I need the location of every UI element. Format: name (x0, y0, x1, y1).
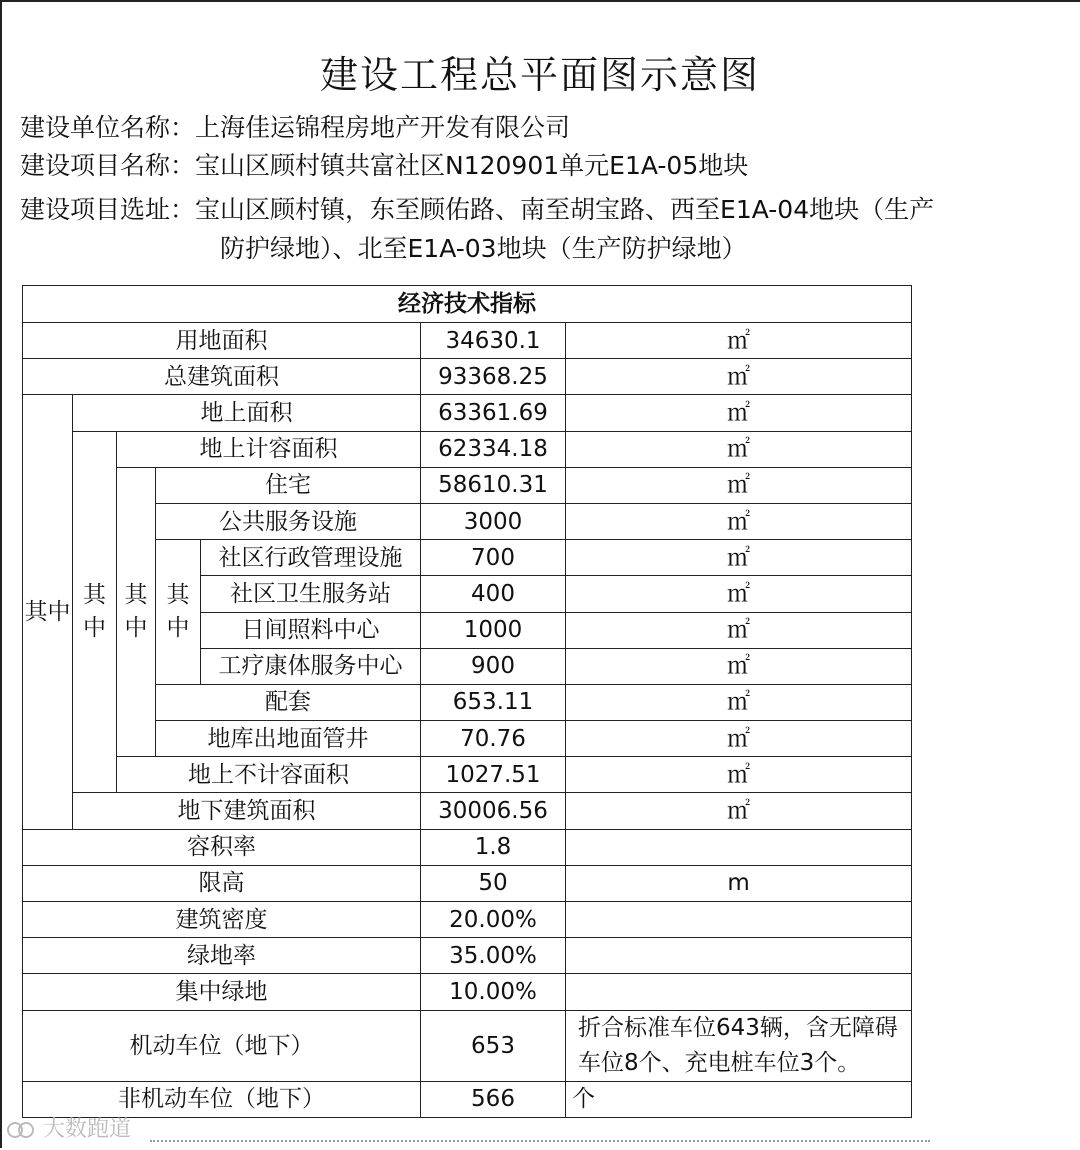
row-unit (566, 974, 912, 1010)
table-row (23, 359, 912, 395)
table-row (23, 974, 912, 1010)
table-row (23, 467, 912, 503)
row-note: 折合标准车位643辆，含无障碍车位8个、充电桩车位3个。 (566, 1010, 912, 1081)
table-header-row (23, 286, 912, 323)
project-line (20, 148, 748, 184)
row-value: 653.11 (421, 684, 566, 720)
table-row (23, 431, 912, 467)
row-unit: ㎡ (566, 684, 912, 720)
row-value: 62334.18 (421, 431, 566, 467)
qizhong-cell-l2: 其中 (73, 431, 117, 793)
row-label: 地上计容面积 (117, 431, 421, 467)
row-value: 1027.51 (421, 757, 566, 793)
row-label: 总建筑面积 (23, 359, 421, 395)
table-row (23, 503, 912, 539)
row-unit: ㎡ (566, 359, 912, 395)
row-value: 34630.1 (421, 323, 566, 359)
unit-value: 上海佳运锦程房地产开发有限公司 (195, 113, 571, 142)
row-value: 10.00% (421, 974, 566, 1010)
table-row (23, 902, 912, 938)
row-unit: ㎡ (566, 648, 912, 684)
row-label: 日间照料中心 (201, 612, 421, 648)
table-row (23, 829, 912, 865)
row-label: 地下建筑面积 (73, 793, 421, 829)
row-unit: ㎡ (566, 721, 912, 757)
table-row (23, 1081, 912, 1117)
row-unit: ㎡ (566, 540, 912, 576)
qizhong-cell-l4: 其中 (156, 540, 201, 685)
row-label: 配套 (156, 684, 421, 720)
row-label: 建筑密度 (23, 902, 421, 938)
watermark (6, 1112, 131, 1143)
qizhong-cell-l3: 其中 (117, 467, 156, 757)
row-label: 住宅 (156, 467, 421, 503)
row-value: 93368.25 (421, 359, 566, 395)
row-value: 1.8 (421, 829, 566, 865)
table-row (23, 721, 912, 757)
site-label: 建设项目选址： (20, 195, 196, 224)
row-unit: ㎡ (566, 576, 912, 612)
qizhong-cell-l1: 其中 (23, 395, 73, 829)
row-value: 900 (421, 648, 566, 684)
row-unit: m (566, 865, 912, 901)
table-row (23, 395, 912, 431)
site-value-line2: 防护绿地）、北至E1A-03地块（生产防护绿地） (220, 234, 747, 263)
row-unit: ㎡ (566, 793, 912, 829)
row-unit: ㎡ (566, 757, 912, 793)
table-row (23, 938, 912, 974)
row-value: 35.00% (421, 938, 566, 974)
table-row (23, 793, 912, 829)
row-value: 58610.31 (421, 467, 566, 503)
row-label: 地上面积 (73, 395, 421, 431)
unit-label: 建设单位名称： (20, 113, 196, 142)
economic-indicators-table (22, 285, 912, 1118)
row-label: 用地面积 (23, 323, 421, 359)
site-value-line1: 宝山区顾村镇，东至顾佑路、南至胡宝路、西至E1A-04地块（生产 (195, 195, 935, 224)
row-value: 653 (421, 1010, 566, 1081)
table-row (23, 1010, 912, 1081)
row-unit: ㎡ (566, 612, 912, 648)
table-row (23, 540, 912, 576)
row-label: 集中绿地 (23, 974, 421, 1010)
row-unit: ㎡ (566, 503, 912, 539)
project-label: 建设项目名称： (20, 151, 196, 180)
watermark-logo-icon (6, 1119, 36, 1141)
cutoff-line (150, 1140, 930, 1150)
row-unit: ㎡ (566, 431, 912, 467)
row-label: 非机动车位（地下） (23, 1081, 421, 1117)
row-value: 50 (421, 865, 566, 901)
row-unit: 个 (566, 1081, 912, 1117)
row-value: 70.76 (421, 721, 566, 757)
row-label: 工疗康体服务中心 (201, 648, 421, 684)
row-label: 社区行政管理设施 (201, 540, 421, 576)
unit-line (20, 110, 570, 146)
row-unit (566, 902, 912, 938)
row-label: 地库出地面管井 (156, 721, 421, 757)
table-row (23, 865, 912, 901)
row-label: 绿地率 (23, 938, 421, 974)
page-title: 建设工程总平面图示意图 (319, 53, 760, 97)
row-unit: ㎡ (566, 467, 912, 503)
row-value: 700 (421, 540, 566, 576)
row-label: 容积率 (23, 829, 421, 865)
row-value: 3000 (421, 503, 566, 539)
row-label: 公共服务设施 (156, 503, 421, 539)
row-unit: ㎡ (566, 323, 912, 359)
row-unit (566, 938, 912, 974)
project-value: 宝山区顾村镇共富社区N120901单元E1A-05地块 (195, 151, 749, 180)
row-label: 社区卫生服务站 (201, 576, 421, 612)
row-label: 地上不计容面积 (117, 757, 421, 793)
row-value: 566 (421, 1081, 566, 1117)
table-header: 经济技术指标 (23, 286, 912, 323)
row-value: 63361.69 (421, 395, 566, 431)
row-label: 机动车位（地下） (23, 1010, 421, 1081)
site-line (20, 192, 934, 228)
watermark-text: 大数跑道 (43, 1117, 132, 1142)
table-row (23, 323, 912, 359)
row-value: 400 (421, 576, 566, 612)
row-label: 限高 (23, 865, 421, 901)
row-value: 30006.56 (421, 793, 566, 829)
row-value: 1000 (421, 612, 566, 648)
table-row (23, 684, 912, 720)
row-unit: ㎡ (566, 395, 912, 431)
row-value: 20.00% (421, 902, 566, 938)
table-row (23, 757, 912, 793)
row-unit (566, 829, 912, 865)
